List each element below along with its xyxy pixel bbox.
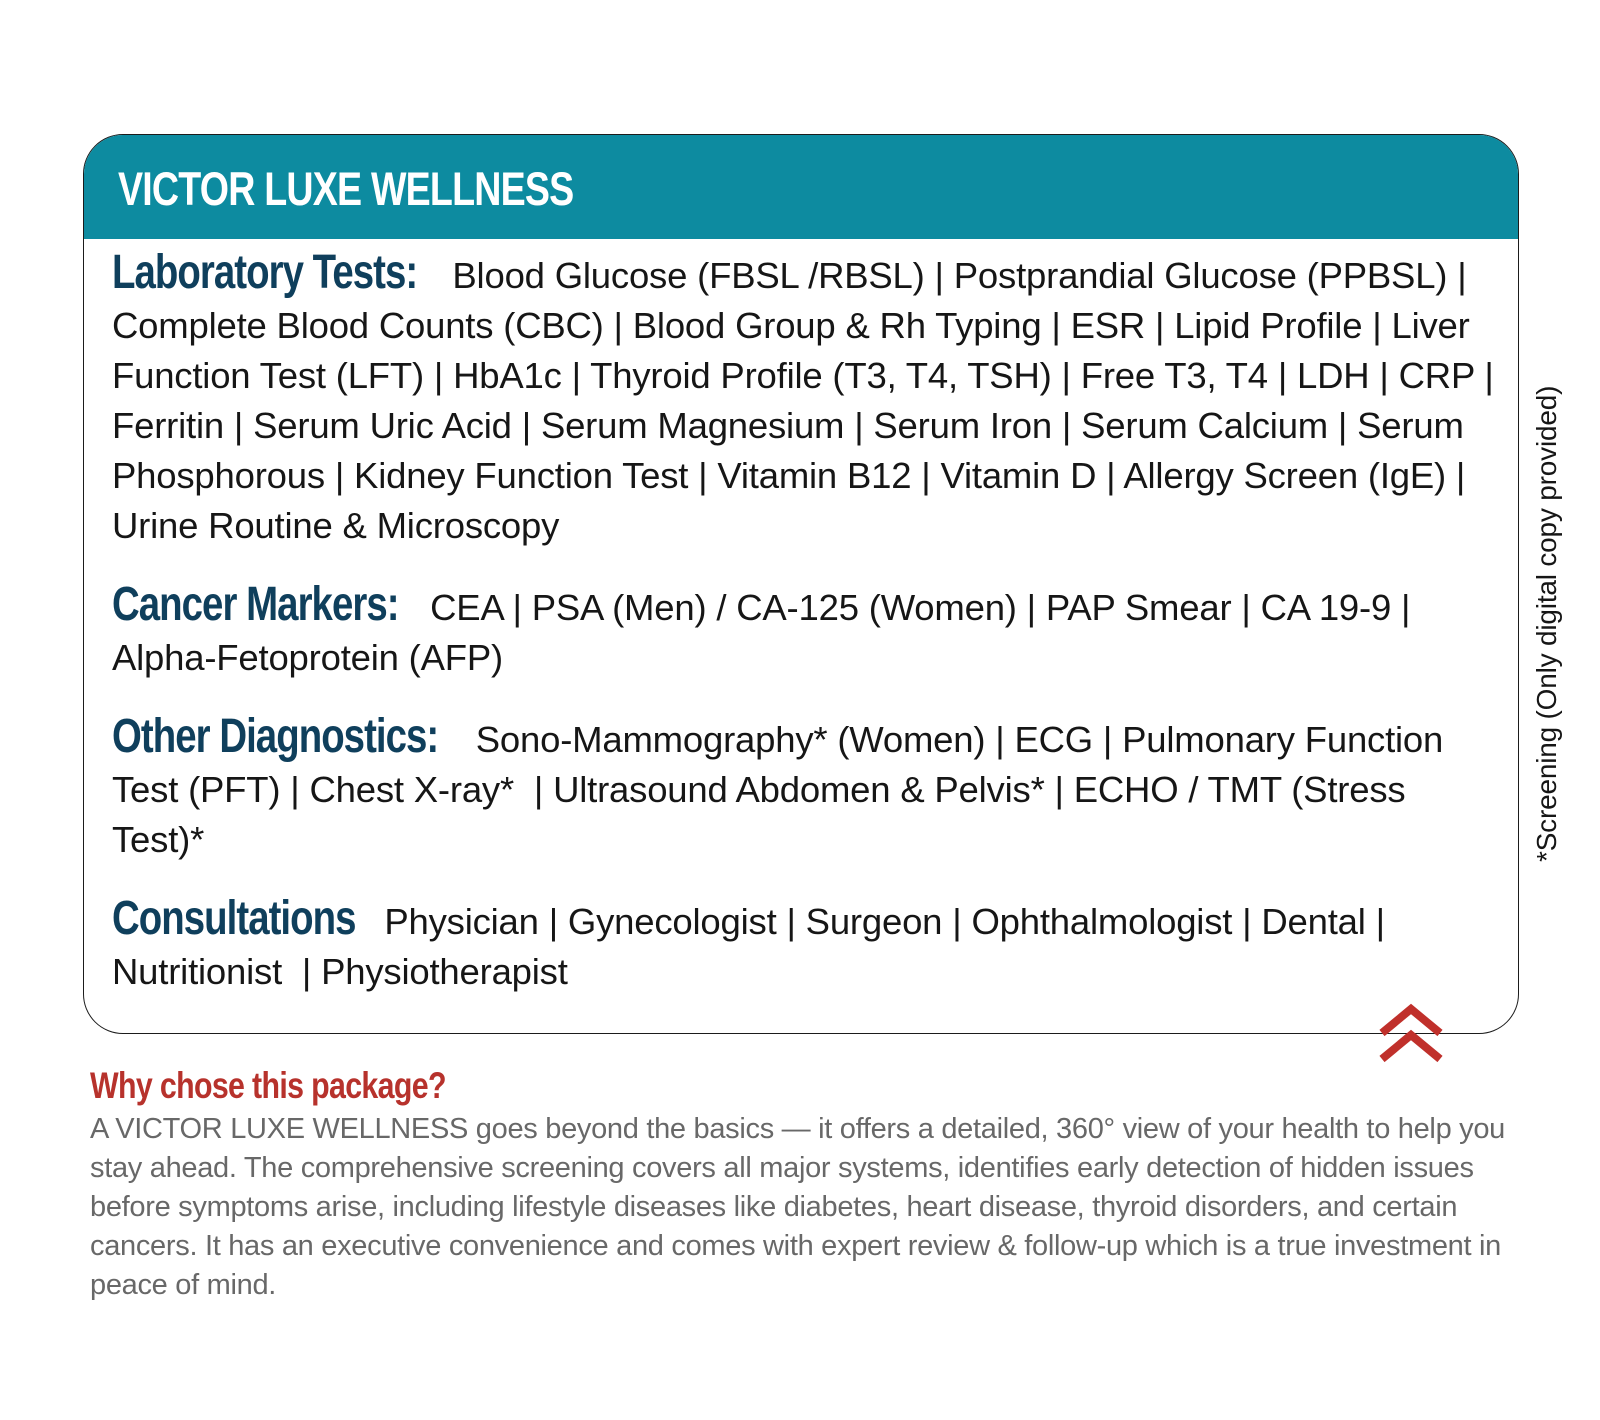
section-text: Blood Glucose (FBSL /RBSL) | Postprandial Glucose (PPBSL) | Complete Blood Counts (CBC) | Blood Group & Rh Typing | ESR | Lipid Profile | Liver Function Test (LFT) | HbA1c | Thyroid Profile (T3, T4, TSH) | Free T3, T4 | LDH | CRP | Ferritin | Serum Uric Acid | Serum Magnesium | Serum Iron | Serum Calcium | Serum Phosphorous | Kidney Function Test | Vitamin B12 | Vitamin D | Allergy Screen (IgE) | Urine Routine & Microscopy xyxy=(112,255,1504,546)
section-cancer-markers xyxy=(112,580,1502,683)
package-header xyxy=(84,135,1518,239)
double-chevron-up-icon xyxy=(1376,1003,1446,1067)
section-heading: Cancer Markers: xyxy=(112,578,399,631)
why-description: A VICTOR LUXE WELLNESS goes beyond the basics — it offers a detailed, 360° view of your health to help you stay ahead. The comprehensive screening covers all major systems, identifies early detection of hidden issues before symptoms arise, including lifestyle diseases like diabetes, heart disease, thyroid disorders, and certain cancers. It has an executive convenience and comes with expert review & follow-up which is a true investment in peace of mind. xyxy=(90,1113,1506,1301)
package-card xyxy=(83,134,1519,1034)
section-laboratory-tests xyxy=(112,248,1502,551)
section-consultations xyxy=(112,894,1502,997)
section-heading: Consultations xyxy=(112,892,356,945)
section-heading: Other Diagnostics: xyxy=(112,710,439,763)
section-text: Physician | Gynecologist | Surgeon | Ophthalmologist | Dental | Nutritionist | Physiotherapist xyxy=(112,901,1395,992)
package-contents xyxy=(112,248,1502,1026)
section-heading: Laboratory Tests: xyxy=(112,246,418,299)
section-text: Sono-Mammography* (Women) | ECG | Pulmonary Function Test (PFT) | Chest X-ray* | Ultrasound Abdomen & Pelvis* | ECHO / TMT (Stress Test)* xyxy=(112,719,1453,860)
screening-footnote: *Screening (Only digital copy provided) xyxy=(1531,385,1562,862)
why-heading: Why chose this package? xyxy=(90,1065,446,1106)
section-text: CEA | PSA (Men) / CA-125 (Women) | PAP Smear | CA 19-9 | Alpha-Fetoprotein (AFP) xyxy=(112,587,1419,678)
section-other-diagnostics xyxy=(112,712,1502,865)
package-title: VICTOR LUXE WELLNESS xyxy=(118,162,574,215)
